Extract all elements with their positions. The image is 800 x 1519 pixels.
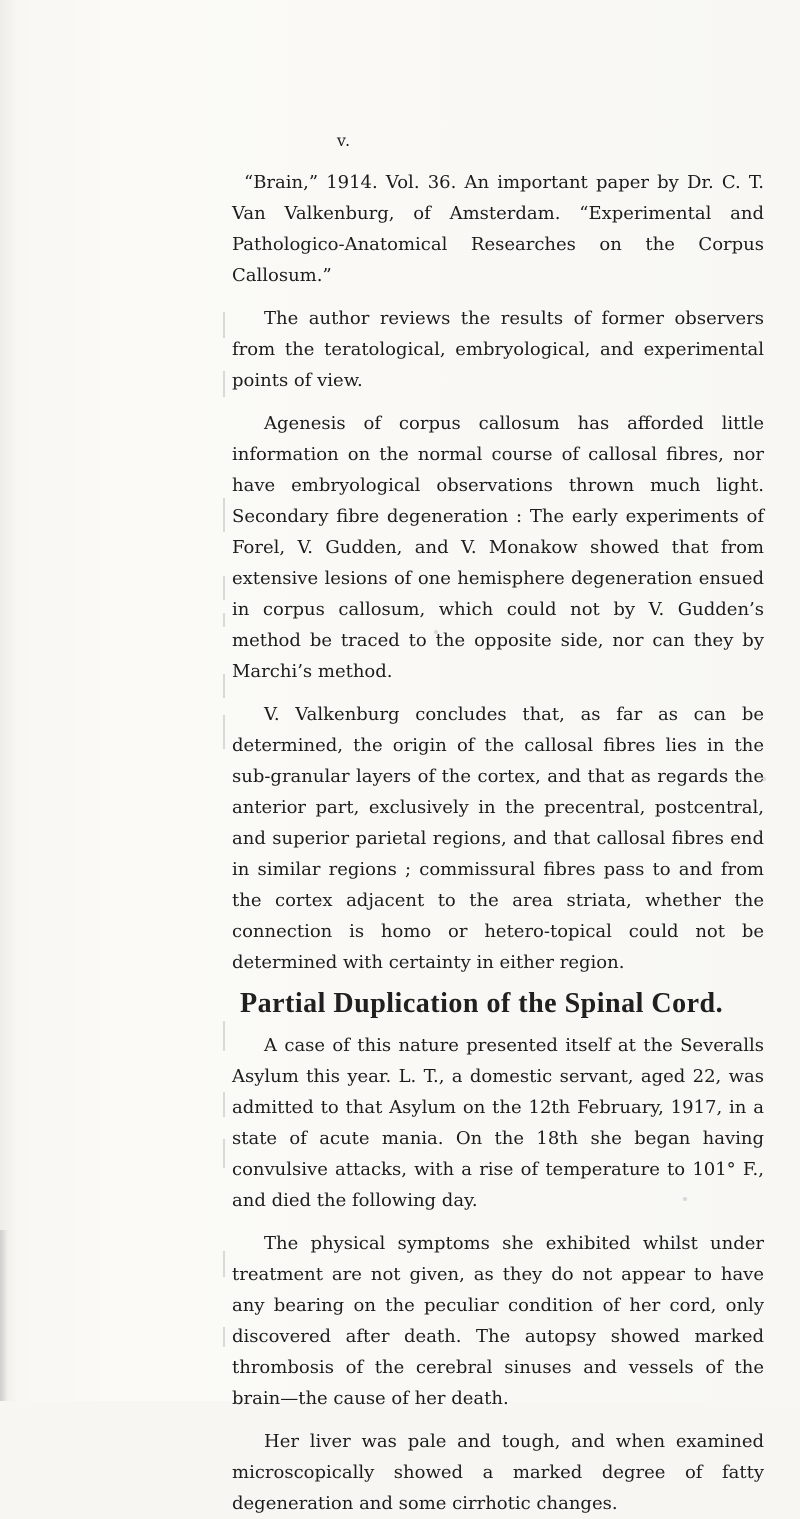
paragraph-5: A case of this nature presented itself at the Severalls Asylum this year. L. T., a domestic servant, aged 22, was admitted to that Asylum on the 12th February, 1917, in a state of acute mania. On the 18th she began having convulsive attacks, with a rise of temperature to 101° F., and died the following day. <box>232 1035 764 1211</box>
paragraph-7: Her liver was pale and tough, and when examined microscopically showed a marked degree of fatty degeneration and some cirrhotic changes. <box>232 1431 764 1514</box>
section-heading: Partial Duplication of the Spinal Cord. <box>240 988 724 1019</box>
paragraph-1: “Brain,” 1914. Vol. 36. An important paper by Dr. C. T. Van Valkenburg, of Amsterdam. “Experimental and Pathologico-Anatomical Researches on the Corpus Callosum.” <box>232 172 764 286</box>
left-margin-marks <box>223 0 229 1401</box>
paragraph-6: The physical symptoms she exhibited whilst under treatment are not given, as they do not appear to have any bearing on the peculiar condition of her cord, only discovered after death. The autopsy showed marked thrombosis of the cerebral sinuses and vessels of the brain—the cause of her death. <box>232 1233 764 1409</box>
paragraph-2: The author reviews the results of former observers from the teratological, embryological, and experimental points of view. <box>232 308 764 391</box>
document-body <box>232 167 764 1519</box>
page-number: v. <box>336 131 352 150</box>
paragraph-4: V. Valkenburg concludes that, as far as can be determined, the origin of the callosal fibres lies in the sub-granular layers of the cortex, and that as regards the anterior part, exclusively in the precentral, postcentral, and superior parietal regions, and that callosal fibres end in similar regions ; commissural fibres pass to and from the cortex adjacent to the area striata, whether the connection is homo or hetero-topical could not be determined with certainty in either region. <box>232 704 764 973</box>
page-edge-shadow <box>0 1230 8 1401</box>
paragraph-3: Agenesis of corpus callosum has afforded little information on the normal course of callosal fibres, nor have embryological observations thrown much light. Secondary fibre degeneration : The early experiments of Forel, V. Gudden, and V. Monakow showed that from extensive lesions of one hemisphere degeneration ensued in corpus callosum, which could not by V. Gudden’s method be traced to the opposite side, nor can they by Marchi’s method. <box>232 413 764 682</box>
